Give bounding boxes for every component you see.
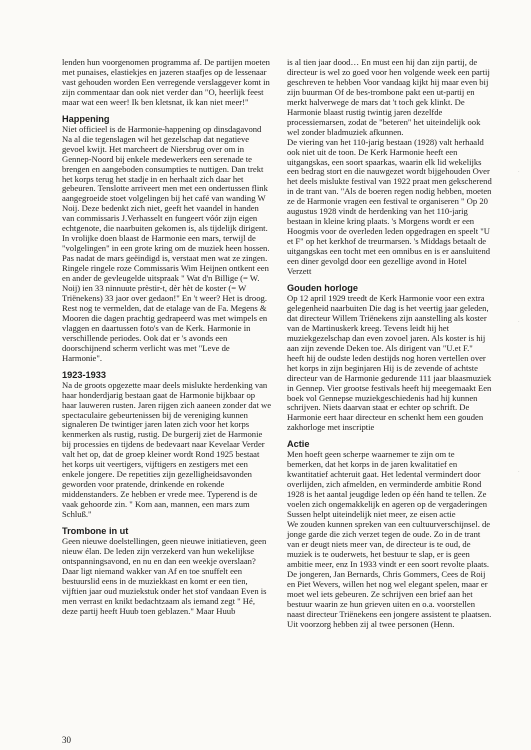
margin-mark: ·: [518, 170, 520, 175]
paragraph: We zouden kunnen spreken van een cultuurverschijnsel. de jonge garde die zich verzet tegen de oude. Zo in de trant van er deugt niets meer van, de directeur is te oud, de muziek is te ouderwets, het bestuur te slap, er is geen ambitie meer, enz In 1933 vindt er een soort revolte plaats. De jongeren, Jan Bernards, Chris Gommers, Cees de Roij en Piet Wevers, willen het nog wel elegant spelen, maar er moet wel iets gebeuren. Ze schrijven een brief aan het bestuur waarin ze hun grieven uiten en o.a. voorstellen naast directeur Triënekens een jongere assistent te plaatsen.: [287, 518, 492, 619]
margin-mark: ·: [518, 470, 520, 475]
paragraph: Uit voorzorg hebben zij al twee personen (Henn.: [287, 618, 455, 629]
section-heading: Gouden horloge: [287, 282, 358, 293]
section-heading: Actie: [287, 439, 310, 450]
paragraph: De viering van het 110-jarig bestaan (1928) valt herhaald ook niet uit de toon. De Kerk Harmonie heeft een uitgangskas, een soort spaarkas, waarin elk lid wekelijks een bedrag stort en die nauwgezet wordt bijgehouden Over het deels mislukte festival van 1922 praat men gekscherend in de trant van. "Als de boeren regen nodig hebben, moeten ze de Harmonie vragen een festival te organiseren " Op 20 augustus 1928 vindt de herdenking van het 110-jarig bestaan in kleine kring plaats. 's Morgens wordt er een Hoogmis voor de overleden leden opgedragen en speelt "U et F" op het kerkhof de treurmarsen. 's Middags betaalt de uitgangskas een tocht met een omnibus en is er aansluitend een diner gevolgd door een gezellige avond in Hotel Verzett: [287, 136, 492, 277]
paragraph: Na de groots opgezette maar deels mislukte herdenking van haar honderdjarig bestaan gaat de Harmonie bijkbaar op haar lauweren rusten. Jaren rijgen zich aaneen zonder dat we spectaculaire gebeurtenissen bij de vereniging kunnen signaleren De twintiger jaren laten zich voor het korps kenmerken als rustig, rustig. De burgerij ziet de Harmonie bij processies en tijdens de bedevaart naar Kevelaar Verder valt het op, dat de groep kleiner wordt Rond 1925 bestaat het korps uit veertigers, vijftigers en zestigers met een enkele jongere. De repetities zijn gezelligheidsavonden geworden voor pratende, drinkende en rokende middenstanders. Ze hebben er vrede mee. Typerend is de vaak gehoorde zin. " Kom aan, mannen, een mars zum Schluß.": [62, 379, 272, 520]
left-column: [62, 58, 271, 617]
section-heading: 1923-1933: [62, 369, 106, 380]
paragraph: Op 12 april 1929 treedt de Kerk Harmonie voor een extra gelegenheid naarbuiten Die dag is het veertig jaar geleden, dat directeur Willem Triënekens zijn aanstelling als koster van de Martinuskerk kreeg. Tevens leidt hij het muziekgezelschap dan even zovoel jaren. Als koster is hij aan zijn zevende Deken toe. Als dirigent van "U.et F." heeft hij de oudste leden destijds nog horen vertellen over het korps in zijn beginjaren Hij is de zevende of achtste directeur van de Harmonie gedurende 111 jaar blaasmuziek in Gennep. Vier grootse festivals heeft hij meegemaakt Een boek vol Gennepse muziekgeschiedenis had hij kunnen schrijven. Niets daarvan staat er echter op schrift. De Harmonie eert haar directeur en schenkt hem een gouden zakhorloge met inscriptie: [287, 292, 492, 433]
paragraph: In vrolijke doen blaast de Harmonie een mars, terwijl de "volgelingen" in een grote kring om de muziek heen hossen. Pas nadat de mars geëindigd is, verstaat men wat ze zingen. Ringele ringele roze Commissaris Wim Heijnen ontkent een en ander de gevleugelde uitspraak " Wat d'n Billige (= W. Noij) ien 33 ninnuute prèstir-t, dèr hèt de koster (= W Triënekens) 33 jaor over gedaon!" En 't weer? Het is droog.: [62, 233, 270, 303]
right-column: [287, 58, 492, 629]
paragraph: Men hoeft geen scherpe waarnemer te zijn om te bemerken, dat het korps in de jaren kwalitatief en kwantitatief achteruit gaat. Het ledental vermindert door overlijden, zich afmelden, en verminderde ambitie Rond 1928 is het aantal jeugdige leden op één hand te tellen. Ze voelen zich ongemakkelijk en ageren op de vergaderingen Sussen helpt uiteindelijk niet meer, ze eisen actie: [287, 449, 488, 520]
paragraph: Geen nieuwe doelstellingen, geen nieuwe initiatieven, geen nieuw élan. De leden zijn verzekerd van hun wekelijkse ontspanningsavond, en nu en dan een weekje overslaan? Daar ligt niemand wakker van Af en toe snuffelt een bestuurslid eens in de muziekkast en komt er een tien, vijftien jaar oud muziekstuk onder het stof vandaan Even is men verrast en knikt bedachtzaam als iemand zegt " Hé, deze partij heeft Huub toen geblazen." Maar Huub: [62, 535, 267, 616]
section-heading: Happening: [62, 113, 110, 124]
margin-mark: ·: [518, 320, 520, 325]
paragraph: lenden hun voorgenomen programma af. De partijen moeten met punaises, elastiekjes en jazeren staafjes op de lessenaar vast gehouden worden Een verregende verslaggever komt in zijn commentaar dan ook niet verder dan "O, heerlijk feest maar wat een weer! Ik ben kletsnat, ik kan niet meer!": [62, 57, 270, 107]
paragraph: is al tien jaar dood… En must een hij dan zijn partij, de directeur is wel zo goed voor hen volgende week een partij geschreven te hebben Voor vandaag kijkt hij maar even bij zijn buurman Of de bes-trombone pakt een ut-partij en merkt halverwege de mars dat 't toch gek klinkt. De Harmonie blaast rustig twintig jaren dezelfde processiemarsen, zodat de "beteren" het uiteindelijk ook wel zonder bladmuziek afkunnen.: [287, 57, 490, 137]
page-number: 30: [62, 735, 71, 745]
paragraph: Rest nog te vermelden, dat de etalage van de Fa. Megens & Mooren die dagen prachtig gedrapeerd was met wimpels en vlaggen en daartussen foto's van de Kerk. Harmonie in verschillende periodes. Ook dat er 's avonds een doorschijnend scherm verlicht was met "Leve de Harmonie".: [62, 302, 268, 363]
section-heading: Trombone in ut: [62, 525, 129, 536]
paragraph: Niet officieel is de Harmonie-happening op dinsdagavond Na al die tegenslagen wil het gezelschap dat negatieve gevoel kwijt. Het marcheert de Niersbrug over om in Gennep-Noord bij enkele medewerkers een serenade te brengen en aangeboden consumpties te nuttigen. Dan trekt het korps terug het stadje in en herhaalt zich daar het gebeuren. Tenslotte arriveert men met een ondertussen flink aangegroeide stoet volgelingen bij het café van wanding W Noij. Deze bedenkt zich niet, geeft het vaandel in handen van commissaris J.Verhasselt en fungeert vóór zijn eigen echtgenote, die naarbuiten gekomen is, als tijdelijk dirigent.: [62, 123, 268, 234]
